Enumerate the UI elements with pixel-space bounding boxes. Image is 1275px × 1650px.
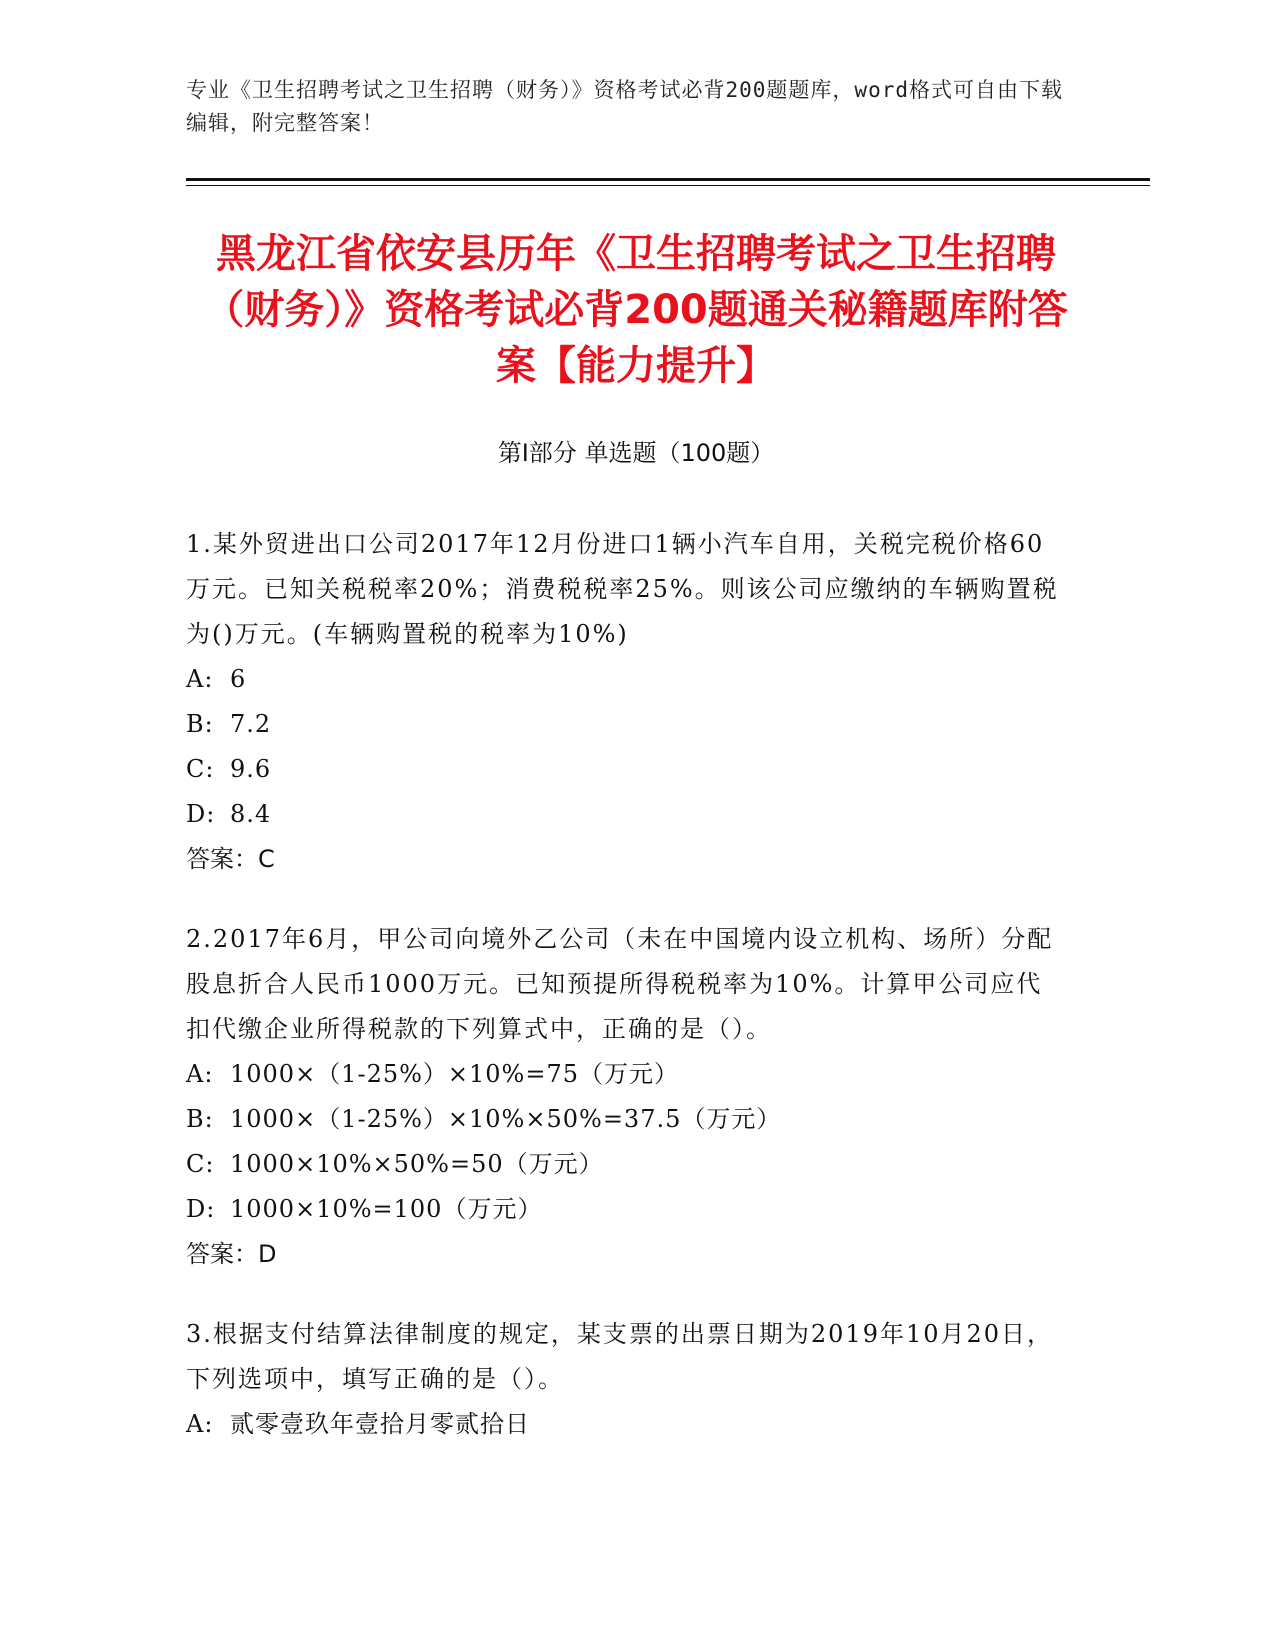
option-text: 1000×10%×50%=50（万元） — [230, 1150, 604, 1178]
question-stem: 3.根据支付结算法律制度的规定，某支票的出票日期为2019年10月20日，下列选项中，填写正确的是（）。 — [186, 1320, 1054, 1393]
option-text: 6 — [230, 665, 247, 693]
option-key: A: — [186, 665, 214, 693]
option-key: D: — [186, 1195, 216, 1223]
header-divider-thick — [186, 178, 1150, 181]
question-3 — [186, 1312, 1066, 1447]
option-text: 7.2 — [230, 710, 272, 738]
option-key: A: — [186, 1410, 214, 1438]
option-text: 8.4 — [230, 800, 272, 828]
option-text: 9.6 — [230, 755, 272, 783]
option-key: C: — [186, 1150, 215, 1178]
option-key: A: — [186, 1060, 214, 1088]
question-2 — [186, 917, 1066, 1277]
option-c — [186, 1142, 1066, 1187]
option-text: 1000×（1-25%）×10%×50%=37.5（万元） — [230, 1105, 782, 1133]
option-key: D: — [186, 800, 216, 828]
option-a — [186, 1052, 1066, 1097]
option-b — [186, 1097, 1066, 1142]
question-stem: 1.某外贸进出口公司2017年12月份进口1辆小汽车自用，关税完税价格60万元。已知关税税率20%；消费税税率25%。则该公司应缴纳的车辆购置税为()万元。(车辆购置税的税率为10%) — [186, 530, 1059, 648]
section-title: 第Ⅰ部分 单选题（100题） — [497, 439, 775, 467]
option-key: C: — [186, 755, 215, 783]
option-text: 1000×（1-25%）×10%=75（万元） — [230, 1060, 680, 1088]
question-stem: 2.2017年6月，甲公司向境外乙公司（未在中国境内设立机构、场所）分配股息折合人民币1000万元。已知预提所得税税率为10%。计算甲公司应代扣代缴企业所得税款的下列算式中，正确的是（）。 — [186, 925, 1054, 1043]
option-key: B: — [186, 1105, 214, 1133]
option-d — [186, 1187, 1066, 1232]
option-a — [186, 657, 1066, 702]
answer-line: 答案：C — [186, 845, 275, 873]
option-d — [186, 792, 1066, 837]
header-divider-thin — [186, 185, 1150, 186]
question-1 — [186, 522, 1066, 882]
option-c — [186, 747, 1066, 792]
header-note: 专业《卫生招聘考试之卫生招聘（财务）》资格考试必背200题题库，word格式可自由下载编辑，附完整答案！ — [186, 78, 1063, 135]
option-text: 1000×10%=100（万元） — [230, 1195, 543, 1223]
document-title: 黑龙江省依安县历年《卫生招聘考试之卫生招聘（财务）》资格考试必背200题通关秘籍题库附答案【能力提升】 — [204, 231, 1068, 389]
answer-line: 答案：D — [186, 1240, 277, 1268]
option-key: B: — [186, 710, 214, 738]
option-b — [186, 702, 1066, 747]
option-a — [186, 1402, 1066, 1447]
option-text: 贰零壹玖年壹拾月零贰拾日 — [230, 1410, 530, 1438]
question-list — [186, 522, 1066, 1482]
